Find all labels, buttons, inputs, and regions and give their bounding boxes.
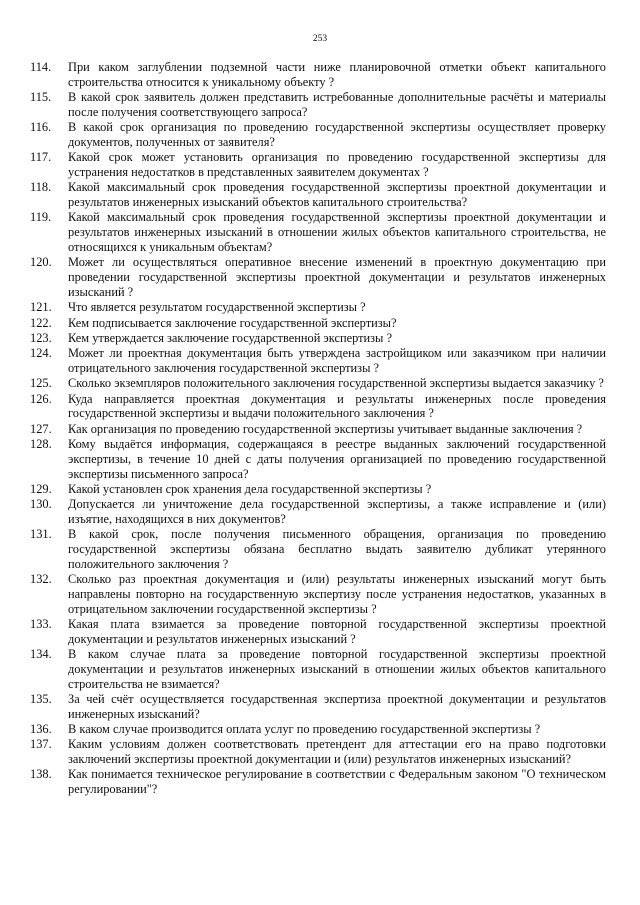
question-item: [30, 737, 606, 767]
question-text: Кем подписывается заключение государственной экспертизы?: [68, 315, 397, 330]
question-text: Как понимается техническое регулирование в соответствии с Федеральным законом "О техническом регулировании"?: [68, 767, 606, 797]
question-item: [30, 331, 606, 346]
question-number: 126.: [30, 391, 52, 406]
question-number: 130.: [30, 497, 52, 512]
question-number: 119.: [30, 210, 52, 225]
question-number: 118.: [30, 180, 52, 195]
question-text: Может ли проектная документация быть утверждена застройщиком или заказчиком при наличии отрицательного заключения государственной экспертизы ?: [68, 346, 606, 375]
question-text: Может ли осуществляться оперативное внесение изменений в проектную документацию при проведении государственной экспертизы проектной документации и результатов инженерных изысканий ?: [68, 255, 606, 299]
question-text: Кому выдаётся информация, содержащаяся в реестре выданных заключений государственной экспертизы, в течение 10 дней с даты получения организацией по проведению государственной экспертизы письменного запроса?: [68, 436, 606, 481]
question-item: [30, 437, 606, 481]
question-item: [30, 60, 606, 90]
question-item: [30, 422, 606, 437]
question-item: [30, 617, 606, 647]
question-text: В какой срок, после получения письменного обращения, организация по проведению государственной экспертизы обязана бесплатно выдать заявителю дубликат утерянного положительного заключения ?: [68, 527, 606, 571]
question-text: В какой срок заявитель должен представить истребованные дополнительные расчёты и материалы после получения соответствующего запроса?: [68, 90, 606, 119]
question-text: В какой срок организация по проведению государственной экспертизы осуществляет проверку документов, полученных от заявителя?: [68, 120, 606, 149]
question-item: [30, 692, 606, 722]
question-number: 134.: [30, 647, 52, 662]
question-item: [30, 180, 606, 210]
question-text: Сколько раз проектная документация и (или) результаты инженерных изысканий могут быть направлены повторно на государственную экспертизу после устранения недостатков, указанных в отрицательном заключении государственной экспертизы ?: [68, 572, 606, 616]
question-number: 125.: [30, 376, 52, 391]
question-number: 135.: [30, 691, 52, 706]
question-text: Каким условиям должен соответствовать претендент для аттестации его на право подготовки заключений экспертизы проектной документации и (или) результатов инженерных изысканий?: [68, 737, 606, 767]
question-item: [30, 722, 606, 737]
question-number: 122.: [30, 315, 52, 330]
question-item: [30, 497, 606, 527]
question-number: 136.: [30, 722, 52, 737]
question-text: Кем утверждается заключение государственной экспертизы ?: [68, 330, 392, 345]
question-number: 121.: [30, 300, 52, 315]
question-item: [30, 300, 606, 315]
question-text: Допускается ли уничтожение дела государственной экспертизы, а также исправление и (или) изъятие, находящихся в них документов?: [68, 497, 606, 526]
question-item: [30, 482, 606, 497]
question-number: 132.: [30, 572, 52, 587]
question-text: За чей счёт осуществляется государственная экспертиза проектной документации и результатов инженерных изысканий?: [68, 691, 606, 721]
question-text: В каком случае плата за проведение повторной государственной экспертизы проектной документации и результатов инженерных изысканий в отношении жилых объектов капитального строительства не взимается?: [68, 647, 606, 691]
question-text: Какой срок может установить организация по проведению государственной экспертизы для устранения недостатков в представленных заявителем документах ?: [68, 150, 606, 180]
question-item: [30, 255, 606, 299]
question-text: Как организация по проведению государственной экспертизы учитывает выданные заключения ?: [68, 421, 583, 436]
question-text: Что является результатом государственной экспертизы ?: [68, 300, 366, 315]
question-number: 124.: [30, 346, 52, 361]
question-text: Куда направляется проектная документация и результаты инженерных после проведения государственной экспертизы и выдачи положительного заключения ?: [68, 391, 606, 421]
question-number: 123.: [30, 330, 52, 345]
question-item: [30, 572, 606, 616]
question-number: 120.: [30, 255, 52, 270]
question-number: 128.: [30, 436, 52, 451]
question-number: 116.: [30, 120, 52, 135]
question-text: В каком случае производится оплата услуг по проведению государственной экспертизы ?: [68, 722, 541, 737]
question-number: 137.: [30, 737, 52, 752]
question-number: 138.: [30, 767, 52, 782]
question-text: Сколько экземпляров положительного заключения государственной экспертизы выдается заказчику ?: [68, 376, 604, 391]
question-number: 133.: [30, 616, 52, 631]
question-item: [30, 392, 606, 422]
question-text: При каком заглублении подземной части ниже планировочной отметки объект капитального строительства относится к уникальному объекту ?: [68, 60, 606, 89]
page-number: 253: [312, 34, 328, 44]
question-number: 129.: [30, 481, 52, 496]
question-text: Какой установлен срок хранения дела государственной экспертизы ?: [68, 481, 432, 496]
question-item: [30, 527, 606, 571]
question-list: [30, 60, 606, 798]
question-item: [30, 376, 606, 391]
question-item: [30, 90, 606, 120]
question-text: Какой максимальный срок проведения государственной экспертизы проектной документации и результатов инженерных изысканий в отношении жилых объектов капитального строительства, не относящихся к уникальным объектам?: [68, 210, 606, 255]
question-item: [30, 647, 606, 691]
question-text: Какая плата взимается за проведение повторной государственной экспертизы проектной документации и результатов инженерных изысканий ?: [68, 616, 606, 646]
question-item: [30, 767, 606, 797]
question-item: [30, 120, 606, 150]
question-item: [30, 150, 606, 180]
question-item: [30, 316, 606, 331]
question-item: [30, 210, 606, 254]
question-number: 115.: [30, 90, 52, 105]
question-number: 117.: [30, 150, 52, 165]
question-number: 114.: [30, 60, 52, 74]
question-text: Какой максимальный срок проведения государственной экспертизы проектной документации и результатов инженерных изысканий объектов капитального строительства?: [68, 180, 606, 210]
question-number: 131.: [30, 527, 52, 542]
question-item: [30, 346, 606, 376]
question-number: 127.: [30, 421, 52, 436]
